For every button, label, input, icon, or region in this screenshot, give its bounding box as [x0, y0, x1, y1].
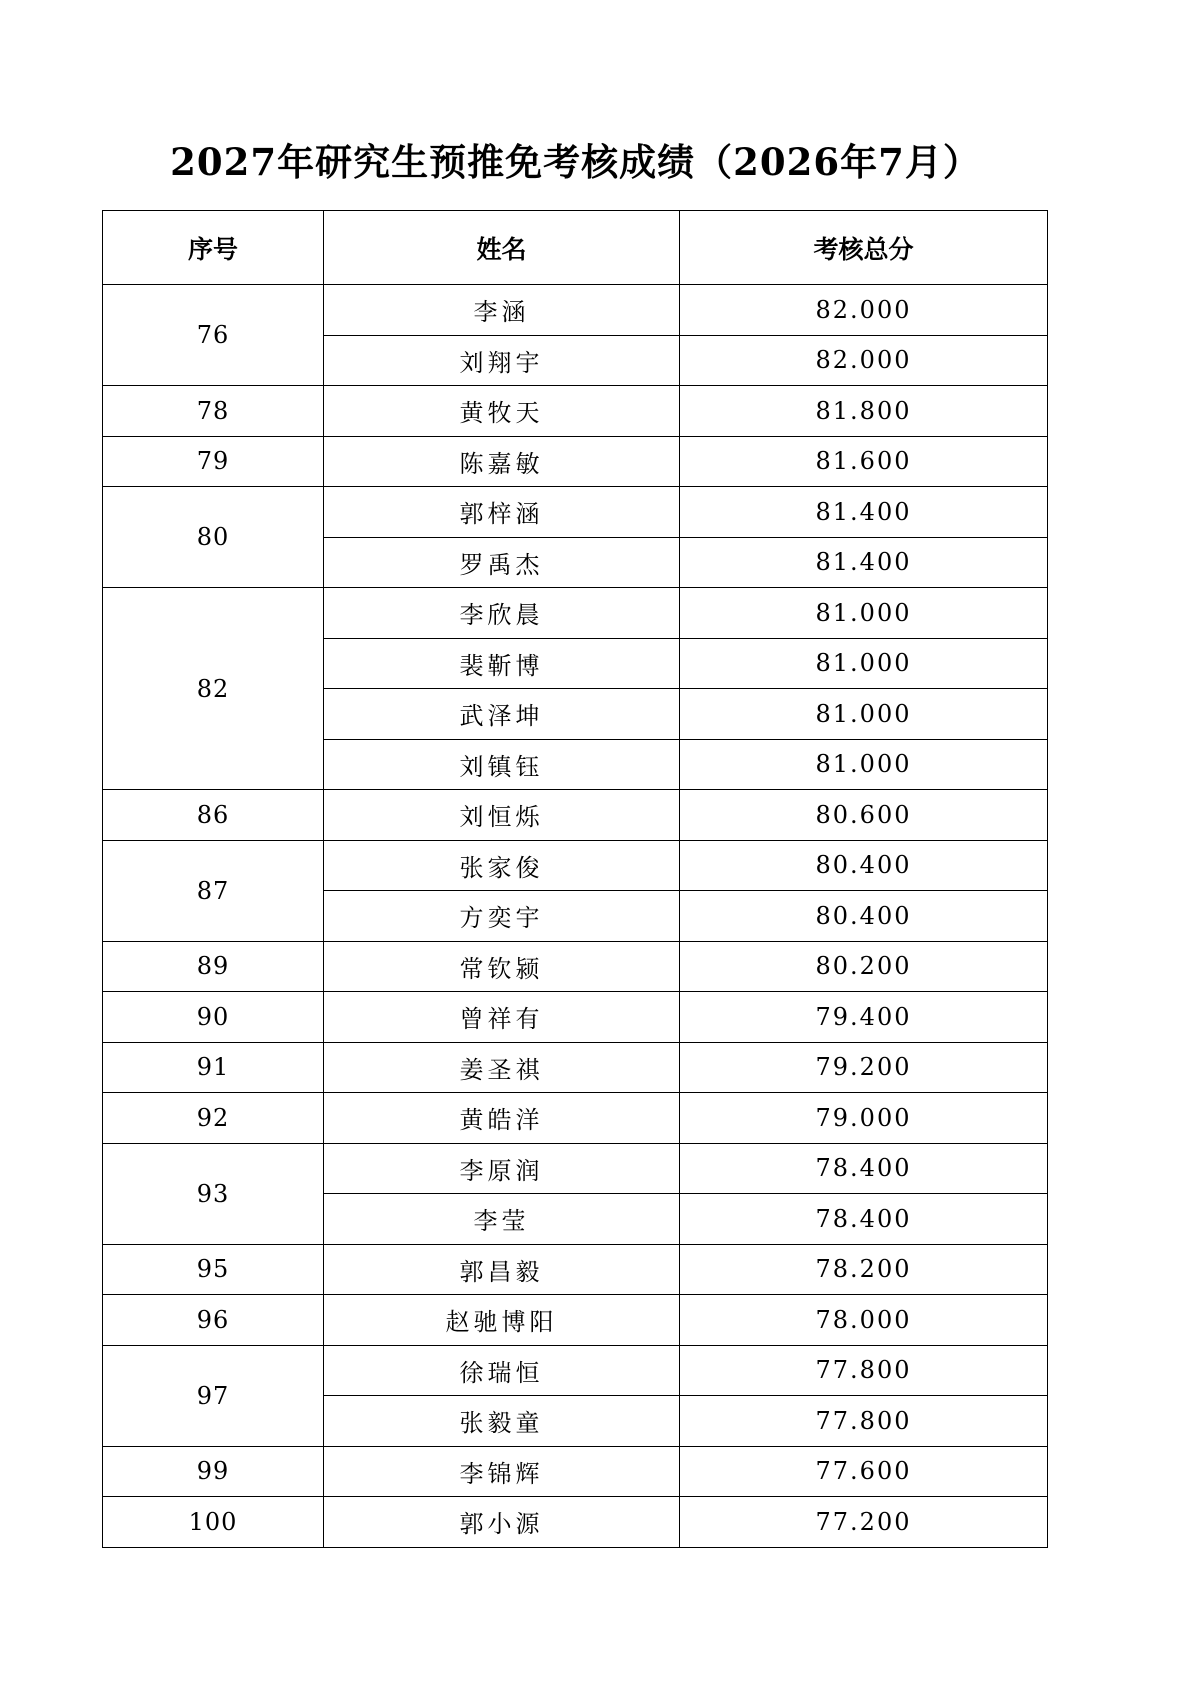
table-row [103, 1244, 1048, 1295]
score-cell: 81.800 [680, 386, 1048, 437]
rank-cell: 96 [103, 1295, 324, 1346]
name-cell: 刘恒烁 [324, 790, 680, 841]
table-header [103, 211, 1048, 285]
score-cell: 82.000 [680, 335, 1048, 386]
score-cell: 77.200 [680, 1497, 1048, 1548]
name-cell: 张毅童 [324, 1396, 680, 1447]
name-cell: 黄皓洋 [324, 1093, 680, 1144]
table-row [103, 941, 1048, 992]
rank-cell: 99 [103, 1446, 324, 1497]
rank-cell: 97 [103, 1345, 324, 1446]
score-cell: 81.600 [680, 436, 1048, 487]
table-row [103, 1345, 1048, 1396]
name-cell: 郭小源 [324, 1497, 680, 1548]
score-cell: 77.800 [680, 1345, 1048, 1396]
score-cell: 79.000 [680, 1093, 1048, 1144]
header-rank: 序号 [103, 211, 324, 285]
table-row [103, 790, 1048, 841]
name-cell: 姜圣祺 [324, 1042, 680, 1093]
table-body [103, 285, 1048, 1548]
rank-cell: 79 [103, 436, 324, 487]
name-cell: 常钦颍 [324, 941, 680, 992]
rank-cell: 92 [103, 1093, 324, 1144]
name-cell: 刘镇钰 [324, 739, 680, 790]
rank-cell: 76 [103, 285, 324, 386]
rank-cell: 78 [103, 386, 324, 437]
table-row [103, 1446, 1048, 1497]
score-cell: 82.000 [680, 285, 1048, 336]
name-cell: 张家俊 [324, 840, 680, 891]
name-cell: 郭昌毅 [324, 1244, 680, 1295]
name-cell: 李原润 [324, 1143, 680, 1194]
score-cell: 77.800 [680, 1396, 1048, 1447]
score-cell: 81.000 [680, 638, 1048, 689]
table-row [103, 588, 1048, 639]
score-cell: 78.000 [680, 1295, 1048, 1346]
score-cell: 79.200 [680, 1042, 1048, 1093]
name-cell: 方奕宇 [324, 891, 680, 942]
score-cell: 78.400 [680, 1194, 1048, 1245]
name-cell: 曾祥有 [324, 992, 680, 1043]
page-title [0, 132, 1191, 186]
rank-cell: 82 [103, 588, 324, 790]
table-row [103, 285, 1048, 336]
score-cell: 81.400 [680, 487, 1048, 538]
name-cell: 李涵 [324, 285, 680, 336]
rank-cell: 80 [103, 487, 324, 588]
table-row [103, 436, 1048, 487]
name-cell: 郭梓涵 [324, 487, 680, 538]
table-row [103, 1497, 1048, 1548]
score-cell: 80.400 [680, 840, 1048, 891]
name-cell: 陈嘉敏 [324, 436, 680, 487]
score-cell: 78.400 [680, 1143, 1048, 1194]
name-cell: 刘翔宇 [324, 335, 680, 386]
rank-cell: 93 [103, 1143, 324, 1244]
header-row [103, 211, 1048, 285]
rank-cell: 87 [103, 840, 324, 941]
header-name: 姓名 [324, 211, 680, 285]
page-title-text: 2027年研究生预推免考核成绩（2026年7月） [170, 140, 981, 184]
table-row [103, 1042, 1048, 1093]
name-cell: 罗禹杰 [324, 537, 680, 588]
table-row [103, 386, 1048, 437]
table-row [103, 1143, 1048, 1194]
table-row [103, 992, 1048, 1043]
table-row [103, 1093, 1048, 1144]
score-cell: 78.200 [680, 1244, 1048, 1295]
name-cell: 武泽坤 [324, 689, 680, 740]
score-cell: 77.600 [680, 1446, 1048, 1497]
rank-cell: 89 [103, 941, 324, 992]
name-cell: 李莹 [324, 1194, 680, 1245]
name-cell: 赵驰博阳 [324, 1295, 680, 1346]
name-cell: 李欣晨 [324, 588, 680, 639]
rank-cell: 100 [103, 1497, 324, 1548]
name-cell: 裴靳博 [324, 638, 680, 689]
name-cell: 李锦辉 [324, 1446, 680, 1497]
score-cell: 81.400 [680, 537, 1048, 588]
rank-cell: 95 [103, 1244, 324, 1295]
score-cell: 81.000 [680, 689, 1048, 740]
table-row [103, 840, 1048, 891]
score-cell: 80.400 [680, 891, 1048, 942]
score-table [102, 210, 1048, 1548]
score-cell: 80.200 [680, 941, 1048, 992]
score-cell: 81.000 [680, 739, 1048, 790]
score-cell: 79.400 [680, 992, 1048, 1043]
rank-cell: 90 [103, 992, 324, 1043]
score-cell: 80.600 [680, 790, 1048, 841]
header-score: 考核总分 [680, 211, 1048, 285]
score-cell: 81.000 [680, 588, 1048, 639]
table-row [103, 1295, 1048, 1346]
name-cell: 徐瑞恒 [324, 1345, 680, 1396]
rank-cell: 86 [103, 790, 324, 841]
table-row [103, 487, 1048, 538]
name-cell: 黄牧天 [324, 386, 680, 437]
rank-cell: 91 [103, 1042, 324, 1093]
